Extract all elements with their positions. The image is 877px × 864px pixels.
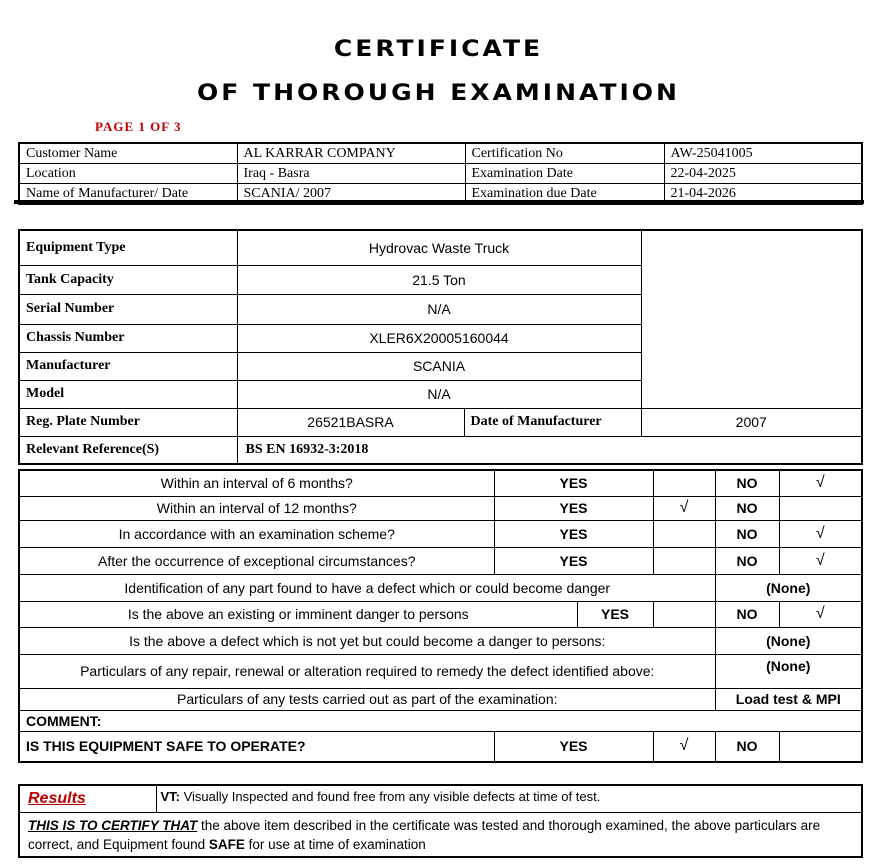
question-exceptional-circumstances: After the occurrence of exceptional circumstances? [19, 547, 494, 574]
table-row [19, 436, 862, 464]
yes-label: YES [494, 520, 653, 547]
relevant-reference-value: BS EN 16932-3:2018 [237, 436, 862, 464]
customer-name-value: AL KARRAR COMPANY [237, 143, 465, 164]
reg-plate-value: 26521BASRA [237, 408, 464, 436]
reg-plate-label: Reg. Plate Number [19, 408, 237, 436]
tests-carried-out-answer: Load test & MPI [715, 688, 862, 710]
question-future-danger: Is the above a defect which is not yet but could become a danger to persons: [19, 627, 715, 654]
equipment-type-label: Equipment Type [19, 230, 237, 265]
date-of-manufacturer-value: 2007 [641, 408, 862, 436]
table-row [19, 731, 862, 762]
yes-label: YES [577, 601, 653, 627]
yes-check-mark: √ [653, 731, 715, 762]
location-label: Location [19, 164, 237, 184]
vt-prefix: VT: [160, 789, 180, 804]
certify-text-2: for use at time of examination [244, 836, 426, 852]
results-table [18, 784, 863, 858]
no-check-mark: √ [779, 520, 862, 547]
no-check-mark: √ [779, 470, 862, 496]
table-row [19, 520, 862, 547]
table-row [19, 601, 862, 627]
examination-due-label: Examination due Date [465, 184, 664, 205]
table-row [19, 654, 862, 688]
yes-check-cell [653, 520, 715, 547]
location-value: Iraq - Basra [237, 164, 465, 184]
certify-safe: SAFE [208, 836, 245, 852]
no-check-cell [779, 496, 862, 520]
table-row [19, 547, 862, 574]
manufacturer-date-value: SCANIA/ 2007 [237, 184, 465, 205]
serial-number-value: N/A [237, 294, 641, 324]
no-label: NO [715, 547, 779, 574]
question-examination-scheme: In accordance with an examination scheme? [19, 520, 494, 547]
safe-to-operate-question: IS THIS EQUIPMENT SAFE TO OPERATE? [19, 731, 494, 762]
tank-capacity-value: 21.5 Ton [237, 265, 641, 294]
future-danger-answer: (None) [715, 627, 862, 654]
manufacturer-label: Manufacturer [19, 352, 237, 380]
yes-label: YES [494, 470, 653, 496]
yes-check-cell [653, 601, 715, 627]
no-label: NO [715, 601, 779, 627]
no-label: NO [715, 470, 779, 496]
table-row [19, 688, 862, 710]
examination-checks-table [18, 469, 863, 763]
examination-due-value: 21-04-2026 [664, 184, 862, 205]
certification-no-label: Certification No [465, 143, 664, 164]
table-row [19, 143, 862, 164]
no-check-mark: √ [779, 547, 862, 574]
question-repair-particulars: Particulars of any repair, renewal or alteration required to remedy the defect identified above: [19, 654, 715, 688]
chassis-number-value: XLER6X20005160044 [237, 324, 641, 352]
equipment-table [18, 229, 863, 465]
table-row [19, 627, 862, 654]
yes-check-mark: √ [653, 496, 715, 520]
table-row [19, 164, 862, 184]
certify-prefix: THIS IS TO CERTIFY THAT [28, 817, 198, 833]
vt-cell [156, 785, 862, 812]
results-label: Results [28, 789, 86, 807]
certificate-title-line1: CERTIFICATE [333, 35, 544, 62]
table-row [19, 230, 862, 265]
question-tests-carried-out: Particulars of any tests carried out as part of the examination: [19, 688, 715, 710]
defect-identification-answer: (None) [715, 574, 862, 601]
equipment-type-value: Hydrovac Waste Truck [237, 230, 641, 265]
yes-label: YES [494, 547, 653, 574]
yes-check-cell [653, 470, 715, 496]
info-table-underline [14, 200, 864, 204]
comment-label: COMMENT: [19, 710, 862, 731]
yes-label: YES [494, 496, 653, 520]
results-label-cell [19, 785, 156, 812]
blank-cell [641, 230, 862, 408]
model-label: Model [19, 380, 237, 408]
tank-capacity-label: Tank Capacity [19, 265, 237, 294]
examination-date-label: Examination Date [465, 164, 664, 184]
repair-particulars-answer: (None) [715, 654, 862, 688]
table-row [19, 496, 862, 520]
certificate-title-line2: OF THOROUGH EXAMINATION [197, 79, 680, 106]
vt-text: Visually Inspected and found free from any visible defects at time of test. [180, 789, 601, 804]
page-indicator: PAGE 1 OF 3 [95, 119, 182, 134]
date-of-manufacturer-label: Date of Manufacturer [464, 408, 641, 436]
yes-check-cell [653, 547, 715, 574]
certify-statement [19, 812, 862, 857]
relevant-reference-label: Relevant Reference(S) [19, 436, 237, 464]
no-check-mark: √ [779, 601, 862, 627]
serial-number-label: Serial Number [19, 294, 237, 324]
model-value: N/A [237, 380, 641, 408]
no-label: NO [715, 496, 779, 520]
manufacturer-value: SCANIA [237, 352, 641, 380]
table-row [19, 812, 862, 857]
question-imminent-danger: Is the above an existing or imminent danger to persons [19, 601, 577, 627]
question-12-months: Within an interval of 12 months? [19, 496, 494, 520]
examination-date-value: 22-04-2025 [664, 164, 862, 184]
table-row [19, 710, 862, 731]
no-label: NO [715, 731, 779, 762]
table-row [19, 574, 862, 601]
no-label: NO [715, 520, 779, 547]
no-check-cell [779, 731, 862, 762]
customer-info-table [18, 142, 863, 205]
question-6-months: Within an interval of 6 months? [19, 470, 494, 496]
customer-name-label: Customer Name [19, 143, 237, 164]
certification-no-value: AW-25041005 [664, 143, 862, 164]
chassis-number-label: Chassis Number [19, 324, 237, 352]
table-row [19, 470, 862, 496]
question-defect-identification: Identification of any part found to have a defect which or could become danger [19, 574, 715, 601]
manufacturer-date-label: Name of Manufacturer/ Date [19, 184, 237, 205]
yes-label: YES [494, 731, 653, 762]
certify-text-1: the above item described in the certificate was tested and thorough examined, the above particulars are correct, and Equipment found [28, 817, 821, 852]
table-row [19, 785, 862, 812]
table-row [19, 408, 862, 436]
